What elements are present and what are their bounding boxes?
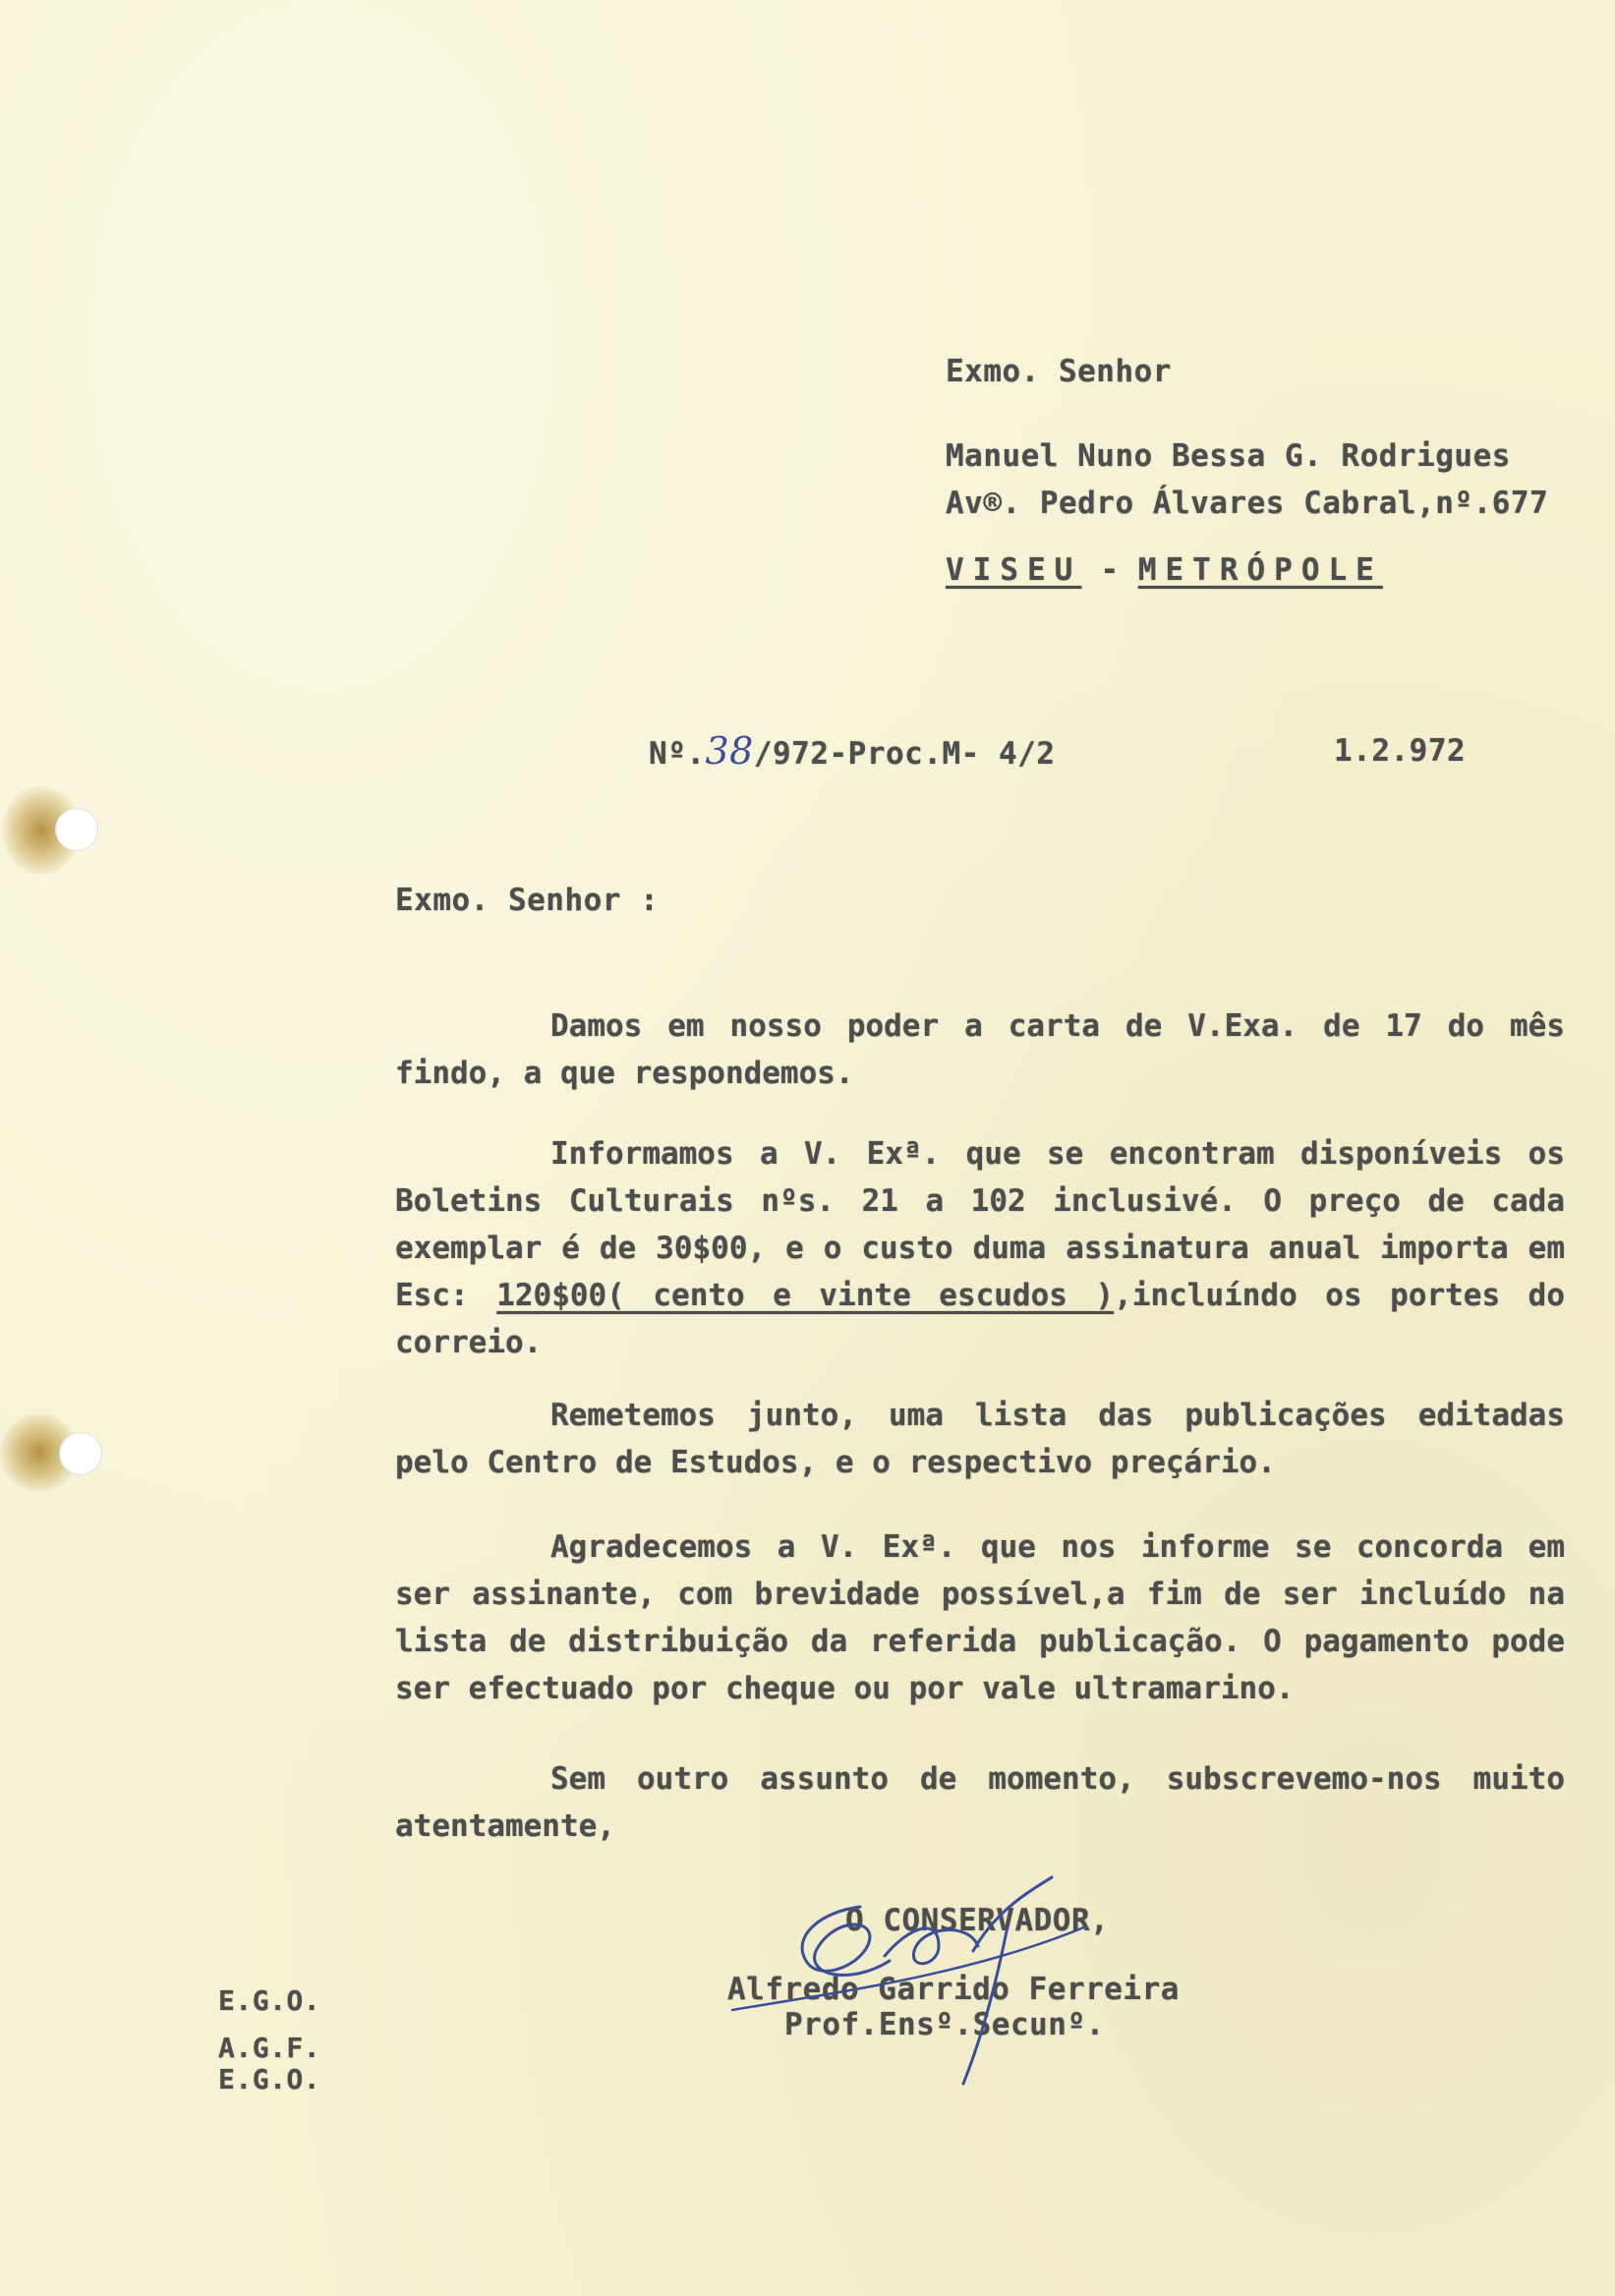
- recipient-city-separator: -: [1100, 552, 1120, 588]
- recipient-name: Manuel Nuno Bessa G. Rodrigues: [946, 438, 1511, 474]
- punch-hole-upper: [55, 808, 98, 851]
- punch-hole-lower: [59, 1432, 102, 1475]
- subscription-price: 120$00( cento e vinte escudos ): [496, 1278, 1115, 1313]
- recipient-region: METRÓPOLE: [1137, 552, 1383, 588]
- initials-2: A.G.F.: [218, 2032, 321, 2064]
- handwritten-signature: [713, 1867, 1184, 2094]
- paragraph-2: [395, 1130, 1565, 1366]
- paragraph-4-text: Agradecemos a V. Exª. que nos informe se concorda em ser assinante, com brevidade possível,a fim de ser incluído na lista de distribuição da referida publicação. O pagamento pode ser efectuado por cheque ou por vale ultramarino.: [395, 1529, 1565, 1706]
- recipient-city-line: [946, 546, 1383, 594]
- letter-date: 1.2.972: [1334, 733, 1467, 769]
- paragraph-2-text: Informamos a V. Exª. que se encontram disponíveis os Boletins Culturais nºs. 21 a 102 inclusivé. O preço de cada exemplar é de 30$00, e o custo duma assinatura anual importa em Esc:: [395, 1136, 1565, 1313]
- recipient-salutation: Exmo. Senhor: [946, 354, 1172, 389]
- paragraph-5-text: Sem outro assunto de momento, subscrevemo-nos muito atentamente,: [395, 1761, 1565, 1844]
- reference-suffix: /972-Proc.M- 4/2: [753, 736, 1056, 772]
- initials-1: E.G.O.: [218, 1984, 321, 2017]
- reference-line: [649, 727, 1055, 777]
- recipient-address: Av®. Pedro Álvares Cabral,nº.677: [946, 486, 1549, 521]
- paragraph-1: [395, 1003, 1565, 1097]
- paragraph-3: [395, 1392, 1565, 1486]
- paragraph-5: [395, 1755, 1565, 1850]
- closing-title: O CONSERVADOR,: [845, 1903, 1110, 1938]
- greeting: Exmo. Senhor :: [395, 883, 660, 918]
- paragraph-2-text-end: ,incluíndo os portes do correio.: [395, 1278, 1565, 1360]
- initials-3: E.G.O.: [218, 2063, 321, 2095]
- reference-prefix: Nº.: [649, 736, 706, 772]
- recipient-city: VISEU: [946, 552, 1082, 588]
- paragraph-1-text: Damos em nosso poder a carta de V.Exa. de 17 do mês findo, a que respondemos.: [395, 1008, 1565, 1091]
- paragraph-4: [395, 1523, 1565, 1712]
- closing-position: Prof.Ensº.Secunº.: [784, 2007, 1105, 2042]
- closing-name: Alfredo Garrido Ferreira: [727, 1972, 1180, 2007]
- paragraph-3-text: Remetemos junto, uma lista das publicações editadas pelo Centro de Estudos, e o respectivo preçário.: [395, 1398, 1565, 1480]
- reference-handwritten-number: 38: [705, 729, 754, 773]
